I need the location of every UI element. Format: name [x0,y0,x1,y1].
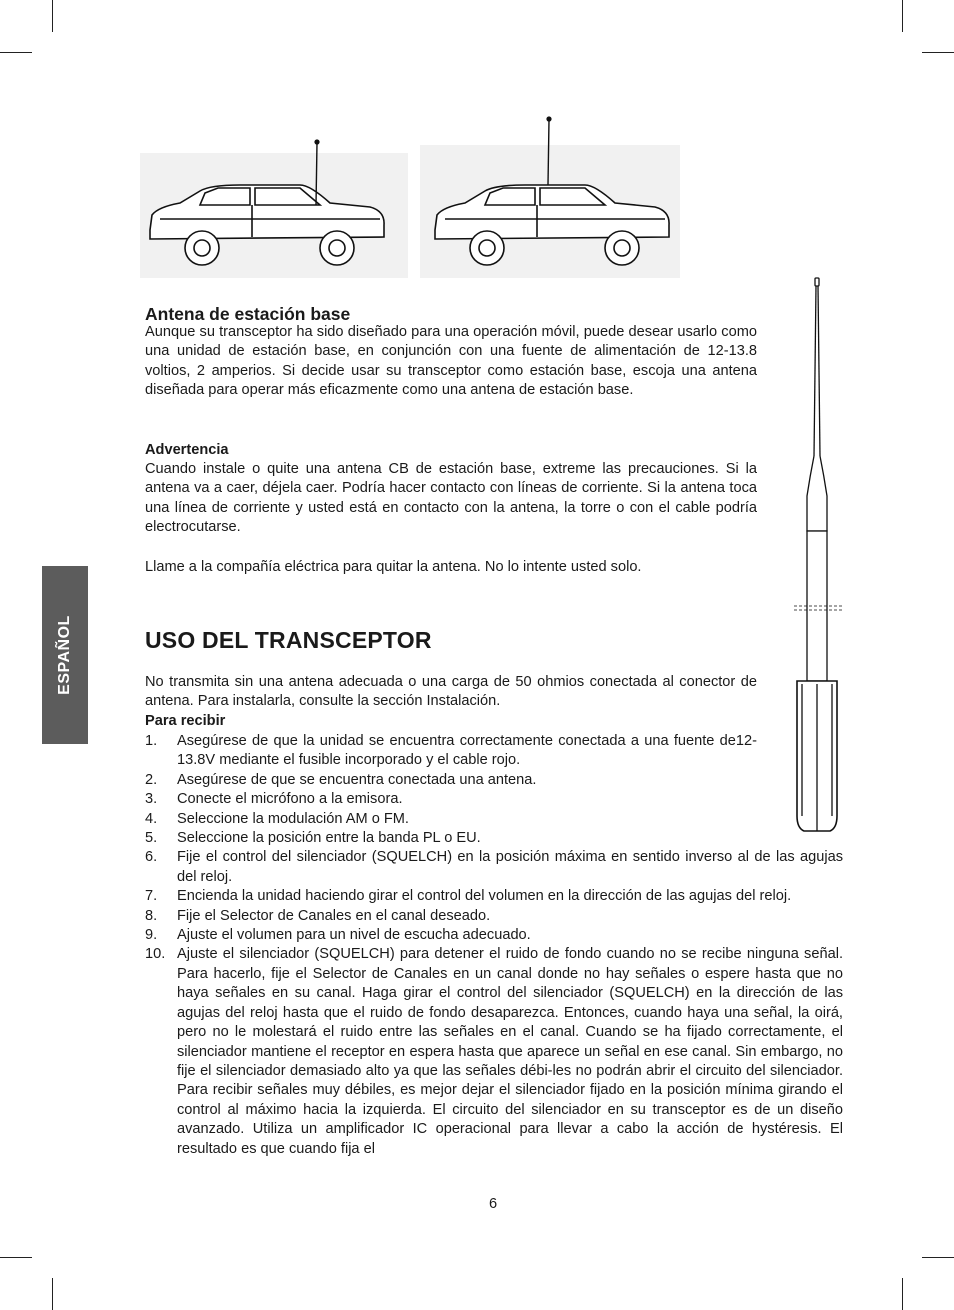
intro-paragraph: No transmita sin una antena adecuada o una carga de 50 ohmios conectada al conector de antena. Para instalarla, consulte la sección Instalación. [145,674,757,710]
crop-mark [902,1278,903,1310]
list-item-number: 2. [145,771,158,788]
section-heading-base-station: Antena de estación base [145,304,351,324]
list-item-text: Encienda la unidad haciendo girar el control del volumen en la dirección de las agujas del reloj. [177,888,792,905]
call-utility-paragraph: Llame a la compañía eléctrica para quitar la antena. No lo intente usted solo. [145,559,642,575]
list-item-number: 8. [145,907,158,924]
crop-mark [0,52,32,53]
list-item-text: Ajuste el volumen para un nivel de escucha adecuado. [177,927,531,944]
list-item-text: Conecte el micrófono a la emisora. [177,791,403,808]
list-item-text: Asegúrese de que se encuentra conectada una antena. [177,771,537,788]
page-section-title: USO DEL TRANSCEPTOR [145,627,432,653]
crop-mark [922,1257,954,1258]
list-item-number: 6. [145,849,158,866]
crop-mark [52,0,53,32]
list-item [145,907,843,926]
crop-mark [902,0,903,32]
list-item [145,829,757,848]
crop-mark [52,1278,53,1310]
crop-mark [0,1257,32,1258]
language-tab [42,566,88,744]
list-item-text: Fije el control del silenciador (SQUELCH) en la posición máxima en sentido inverso al de las agujas del reloj. [177,849,843,885]
list-item-number: 3. [145,791,158,808]
list-item [145,790,757,809]
warning-heading: Advertencia [145,442,229,458]
list-item-text: Fije el Selector de Canales en el canal deseado. [177,907,491,924]
page-number: 6 [488,1196,498,1212]
base-station-paragraph: Aunque su transceptor ha sido diseñado para una operación móvil, puede desear usarlo como una unidad de estación base, en conjunción con una fuente de alimentación de 12-13.8 voltios, 2 amperios. Si decide usar su transceptor como estación base, escoja una antena diseñada para operar más eficazmente como una antena de estación base. [145,324,757,399]
car-antenna-illustration [140,115,680,280]
list-item-number: 4. [145,810,158,827]
list-item [145,732,757,771]
list-item-text: Asegúrese de que la unidad se encuentra correctamente conectada a una fuente de12-13.8V mediante el fusible incorporado y el cable rojo. [177,733,757,769]
list-item-number: 10. [145,946,166,963]
list-item [145,945,843,1158]
list-item-text: Seleccione la posición entre la banda PL o EU. [177,830,481,847]
list-item-number: 5. [145,830,158,847]
receive-heading: Para recibir [145,713,226,729]
list-item-text: Ajuste el silenciador (SQUELCH) para detener el ruido de fondo cuando no se recibe ninguna señal. Para hacerlo, fije el Selector de Canales en un canal donde no hay señales o espere hasta que no haya señales en su canal. Haga girar el control del silenciador (SQUELCH) en la dirección de las agujas del reloj hasta que el ruido de fondo desaparezca. Entonces, cuando haya una señal, la oirá, pero no le molestará el ruido entre las señales en el canal. Cuando se ha fijado correctamente, el silenciador mantiene el receptor en espera hasta que aparece un señal en ese canal. Sin embargo, no fije el silenciador demasiado alto ya que las señales débi-les no podrán abrir el circuito del silenciador. Para recibir señales muy débiles, es mejor dejar el silenciador fijado en la posición mínima girando el control al máximo hacia la izquierda. El circuito del silenciador en su transceptor es de un diseño avanzado. Utiliza un amplificador IC operacional para llevar a cabo la acción de hystéresis. El resultado es que cuando fija el [177,946,843,1157]
list-item-number: 9. [145,927,158,944]
list-item [145,887,843,906]
crop-mark [922,52,954,53]
language-tab-label: ESPAÑOL [56,615,73,695]
list-item [145,848,843,887]
list-item-text: Seleccione la modulación AM o FM. [177,810,409,827]
list-item [145,926,843,945]
list-item [145,810,757,829]
receive-steps-list [145,732,843,1159]
list-item [145,771,757,790]
warning-paragraph: Cuando instale o quite una antena CB de estación base, extreme las precauciones. Si la antena va a caer, déjela caer. Podría hacer contacto con líneas de corriente. Si la antena toca una línea de corriente y usted está en contacto con la antena, la torre o con el cable podría electrocutarse. [145,461,757,536]
list-item-number: 7. [145,888,158,905]
list-item-number: 1. [145,733,158,749]
